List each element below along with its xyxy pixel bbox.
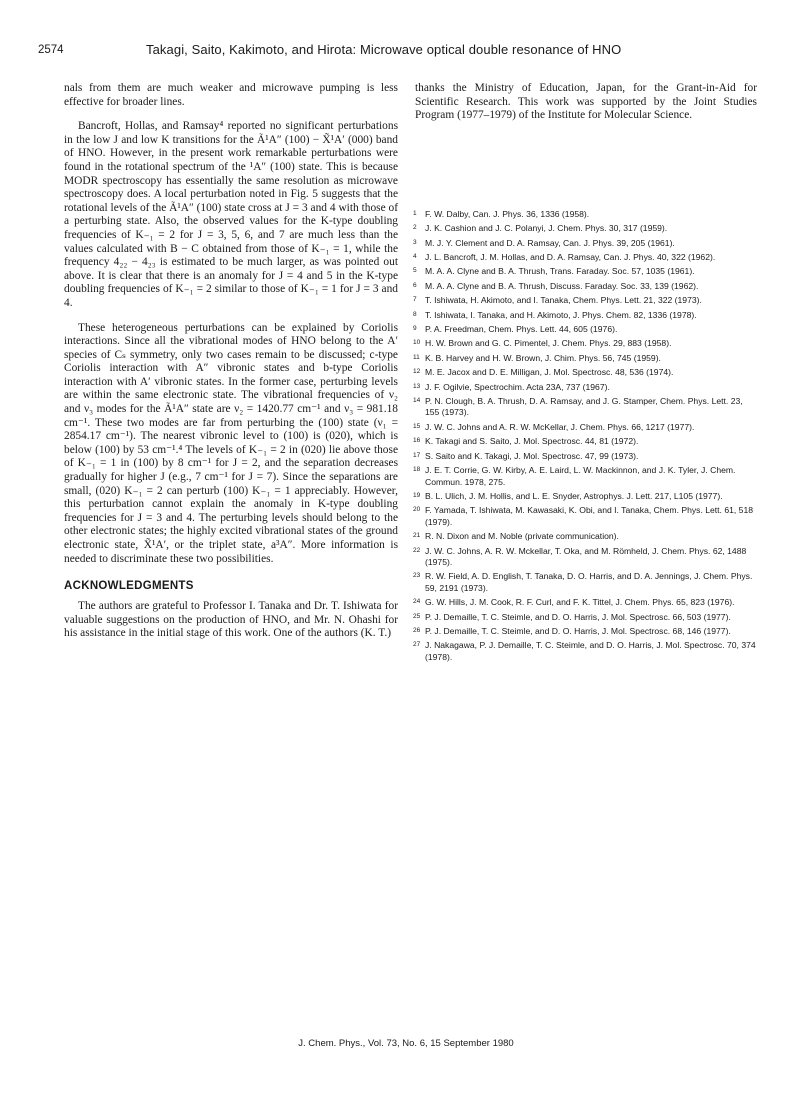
reference-item xyxy=(415,338,757,349)
reference-number: 18 xyxy=(413,466,421,474)
reference-item xyxy=(415,571,757,594)
reference-text: R. W. Field, A. D. English, T. Tanaka, D. O. Harris, and D. A. Jennings, J. Chem. Phys. 59, 2191 (1973). xyxy=(425,571,753,593)
acknowledgments-heading: ACKNOWLEDGMENTS xyxy=(64,580,194,593)
right-column xyxy=(415,82,757,666)
reference-item xyxy=(415,223,757,234)
reference-item xyxy=(415,612,757,623)
reference-text: M. A. A. Clyne and B. A. Thrush, Trans. Faraday. Soc. 57, 1035 (1961). xyxy=(425,266,695,277)
left-column xyxy=(64,82,398,641)
reference-item xyxy=(415,491,757,502)
reference-number: 20 xyxy=(413,506,421,514)
reference-text: J. Nakagawa, P. J. Demaille, T. C. Steimle, and D. O. Harris, J. Mol. Spectrosc. 70, 374 (1978). xyxy=(425,640,756,662)
reference-number: 26 xyxy=(413,626,421,634)
reference-number: 17 xyxy=(413,451,421,459)
reference-text: M. J. Y. Clement and D. A. Ramsay, Can. J. Phys. 39, 205 (1961). xyxy=(425,237,675,248)
reference-text: J. L. Bancroft, J. M. Hollas, and D. A. Ramsay, Can. J. Phys. 40, 322 (1962). xyxy=(425,252,716,262)
reference-number: 2 xyxy=(413,224,417,232)
reference-item xyxy=(415,353,757,364)
reference-text: P. A. Freedman, Chem. Phys. Lett. 44, 605 (1976). xyxy=(425,324,618,335)
reference-item xyxy=(415,465,757,488)
reference-text: M. E. Jacox and D. E. Milligan, J. Mol. Spectrosc. 48, 536 (1974). xyxy=(425,367,674,378)
reference-number: 1 xyxy=(413,209,417,217)
reference-number: 4 xyxy=(413,253,417,260)
reference-item xyxy=(415,640,757,663)
page-number: 2574 xyxy=(38,44,64,56)
acknowledgments-continued: thanks the Ministry of Education, Japan, for the Grant-in-Aid for Scientific Research. This work was supported by the Joint Studies Program (1977–1979) of the Institute for Molecular Science. xyxy=(415,82,757,122)
reference-text: P. J. Demaille, T. C. Steimle, and D. O. Harris, J. Mol. Spectrosc. 66, 503 (1977). xyxy=(425,611,731,622)
reference-item xyxy=(415,531,757,542)
reference-text: P. J. Demaille, T. C. Steimle, and D. O. Harris, J. Mol. Spectrosc. 68, 146 (1977). xyxy=(425,625,731,636)
reference-text: K. Takagi and S. Saito, J. Mol. Spectrosc. 44, 81 (1972). xyxy=(425,436,639,447)
reference-item xyxy=(415,451,757,462)
reference-item xyxy=(415,266,757,277)
reference-text: J. W. C. Johns and A. R. W. McKellar, J. Chem. Phys. 66, 1217 (1977). xyxy=(425,421,695,432)
reference-item xyxy=(415,422,757,433)
journal-footer: J. Chem. Phys., Vol. 73, No. 6, 15 September 1980 xyxy=(298,1038,514,1049)
reference-item xyxy=(415,396,757,419)
reference-item xyxy=(415,252,757,263)
reference-text: S. Saito and K. Takagi, J. Mol. Spectrosc. 47, 99 (1973). xyxy=(425,450,639,461)
reference-number: 7 xyxy=(413,296,417,304)
reference-text: M. A. A. Clyne and B. A. Thrush, Discuss. Faraday. Soc. 33, 139 (1962). xyxy=(425,280,699,291)
reference-item xyxy=(415,367,757,378)
reference-item xyxy=(415,546,757,569)
reference-item xyxy=(415,310,757,321)
reference-text: F. Yamada, T. Ishiwata, M. Kawasaki, K. Obi, and I. Tanaka, Chem. Phys. Lett. 61, 518 (1979). xyxy=(425,505,754,527)
reference-item xyxy=(415,295,757,306)
reference-number: 27 xyxy=(413,641,421,649)
reference-number: 12 xyxy=(413,368,421,376)
reference-text: T. Ishiwata, H. Akimoto, and I. Tanaka, Chem. Phys. Lett. 21, 322 (1973). xyxy=(425,295,702,306)
reference-item xyxy=(415,238,757,249)
body-paragraph: These heterogeneous perturbations can be explained by Coriolis interactions. Since all the vibrational modes of HNO belong to the A′ species of Cₛ symmetry, only two cases remain to be discussed; c-type Coriolis interaction with A″ vibronic states and b-type Coriolis interaction with A′ vibronic states. In the former case, perturbing levels are within the same electronic state. The vibrational frequencies of ν₂ and ν₃ modes for the Ã¹A″ state are ν₂ = 1420.77 cm⁻¹ and ν₃ = 981.18 cm⁻¹. These two modes are far from perturbing the (100) state (ν₁ = 2854.17 cm⁻¹). The nearest vibronic level to (100) is (020), which is below (100) by 53 cm⁻¹.⁴ The levels of K₋₁ = 2 in (020) lie above those of K₋₁ = 1 in (100) by 8 cm⁻¹ for J = 2, and the separation decreases gradually for higher J (e.g., 7 cm⁻¹ for J = 7). Since the separations are small, (020) K₋₁ = 2 can perturb (100) K₋₁ = 1 appreciably. However, this perturbation cannot explain the anomaly in K-type doubling frequencies for J = 3 and 4. The perturbing levels should belong to the other electronic states; the highly excited vibrational states of the ground electronic state, X̃¹A′, or the triplet state, a³A″. More information is needed to discriminate these two possibilities. xyxy=(64,321,398,565)
reference-text: T. Ishiwata, I. Tanaka, and H. Akimoto, J. Phys. Chem. 82, 1336 (1978). xyxy=(425,309,697,320)
reference-number: 24 xyxy=(413,598,421,606)
reference-number: 25 xyxy=(413,612,421,620)
reference-text: J. E. T. Corrie, G. W. Kirby, A. E. Laird, L. W. Mackinnon, and J. K. Tyler, J. Chem. Commun. 1978, 275. xyxy=(425,465,736,487)
reference-list xyxy=(415,209,757,663)
reference-number: 9 xyxy=(413,325,417,333)
page-header xyxy=(38,40,778,60)
running-title: Takagi, Saito, Kakimoto, and Hirota: Microwave optical double resonance of HNO xyxy=(146,42,622,57)
reference-number: 6 xyxy=(413,281,417,289)
reference-text: H. W. Brown and G. C. Pimentel, J. Chem. Phys. 29, 883 (1958). xyxy=(425,338,672,349)
acknowledgments-text: The authors are grateful to Professor I. Tanaka and Dr. T. Ishiwata for valuable suggestions on the production of HNO, and Mr. N. Ohashi for his assistance in the initial stage of this work. One of the authors (K. T.) xyxy=(64,600,398,640)
reference-text: J. W. C. Johns, A. R. W. Mckellar, T. Oka, and M. Römheld, J. Chem. Phys. 62, 1488 (1975). xyxy=(425,545,747,567)
reference-item xyxy=(415,505,757,528)
reference-number: 13 xyxy=(413,382,421,390)
reference-number: 14 xyxy=(413,397,421,405)
reference-number: 23 xyxy=(413,572,421,580)
body-paragraph: Bancroft, Hollas, and Ramsay⁴ reported no significant perturbations in the low J and low K transitions for the Ã¹A″ (100) − X̃¹A′ (000) band of HNO. However, in the present work remarkable perturbations were found in the rotational spectrum of the ¹A″ (100) state. This is because MODR spectroscopy has essentially the same resolution as microwave spectroscopy does. A local perturbation noted in Fig. 5 suggests that the rotational levels of the Ã¹A″ (100) state cross at J = 3 and 4 with those of a perturbing state. Also, the observed values for the K-type doubling frequencies of K₋₁ = 2 for J = 3, 5, 6, and 7 are much less than the values calculated with B − C obtained from those of K₋₁ = 1, while the frequency 4₂₂ − 4₂₃ is estimated to be much larger, as was pointed out above. It is clear that there is an anomaly for J = 4 and 5 in the K-type doubling frequencies of K₋₁ = 2 similar to those of K₋₁ = 1 for J = 3 and 4. xyxy=(64,120,398,309)
reference-text: G. W. Hills, J. M. Cook, R. F. Curl, and F. K. Tittel, J. Chem. Phys. 65, 823 (1976). xyxy=(425,597,735,608)
reference-number: 11 xyxy=(413,353,420,361)
reference-text: R. N. Dixon and M. Noble (private communication). xyxy=(425,531,619,542)
reference-item xyxy=(415,597,757,608)
reference-item xyxy=(415,626,757,637)
reference-text: J. K. Cashion and J. C. Polanyi, J. Chem. Phys. 30, 317 (1959). xyxy=(425,223,668,234)
reference-number: 3 xyxy=(413,238,417,246)
reference-number: 10 xyxy=(413,339,421,347)
reference-number: 16 xyxy=(413,437,421,445)
reference-number: 8 xyxy=(413,310,417,318)
reference-number: 21 xyxy=(413,532,421,540)
reference-number: 5 xyxy=(413,267,417,275)
reference-item xyxy=(415,209,757,220)
reference-number: 22 xyxy=(413,546,421,554)
reference-item xyxy=(415,281,757,292)
reference-item xyxy=(415,324,757,335)
reference-text: F. W. Dalby, Can. J. Phys. 36, 1336 (1958). xyxy=(425,208,590,219)
reference-number: 15 xyxy=(413,422,421,430)
reference-text: K. B. Harvey and H. W. Brown, J. Chim. Phys. 56, 745 (1959). xyxy=(425,352,661,363)
body-paragraph: nals from them are much weaker and microwave pumping is less effective for broader lines. xyxy=(64,82,398,108)
reference-text: B. L. Ulich, J. M. Hollis, and L. E. Snyder, Astrophys. J. Lett. 217, L105 (1977). xyxy=(425,490,723,501)
reference-text: J. F. Ogilvie, Spectrochim. Acta 23A, 737 (1967). xyxy=(425,381,610,392)
reference-item xyxy=(415,436,757,447)
reference-number: 19 xyxy=(413,491,421,499)
reference-text: P. N. Clough, B. A. Thrush, D. A. Ramsay, and J. G. Stamper, Chem. Phys. Lett. 23, 155 (1973). xyxy=(425,396,743,418)
reference-item xyxy=(415,382,757,393)
